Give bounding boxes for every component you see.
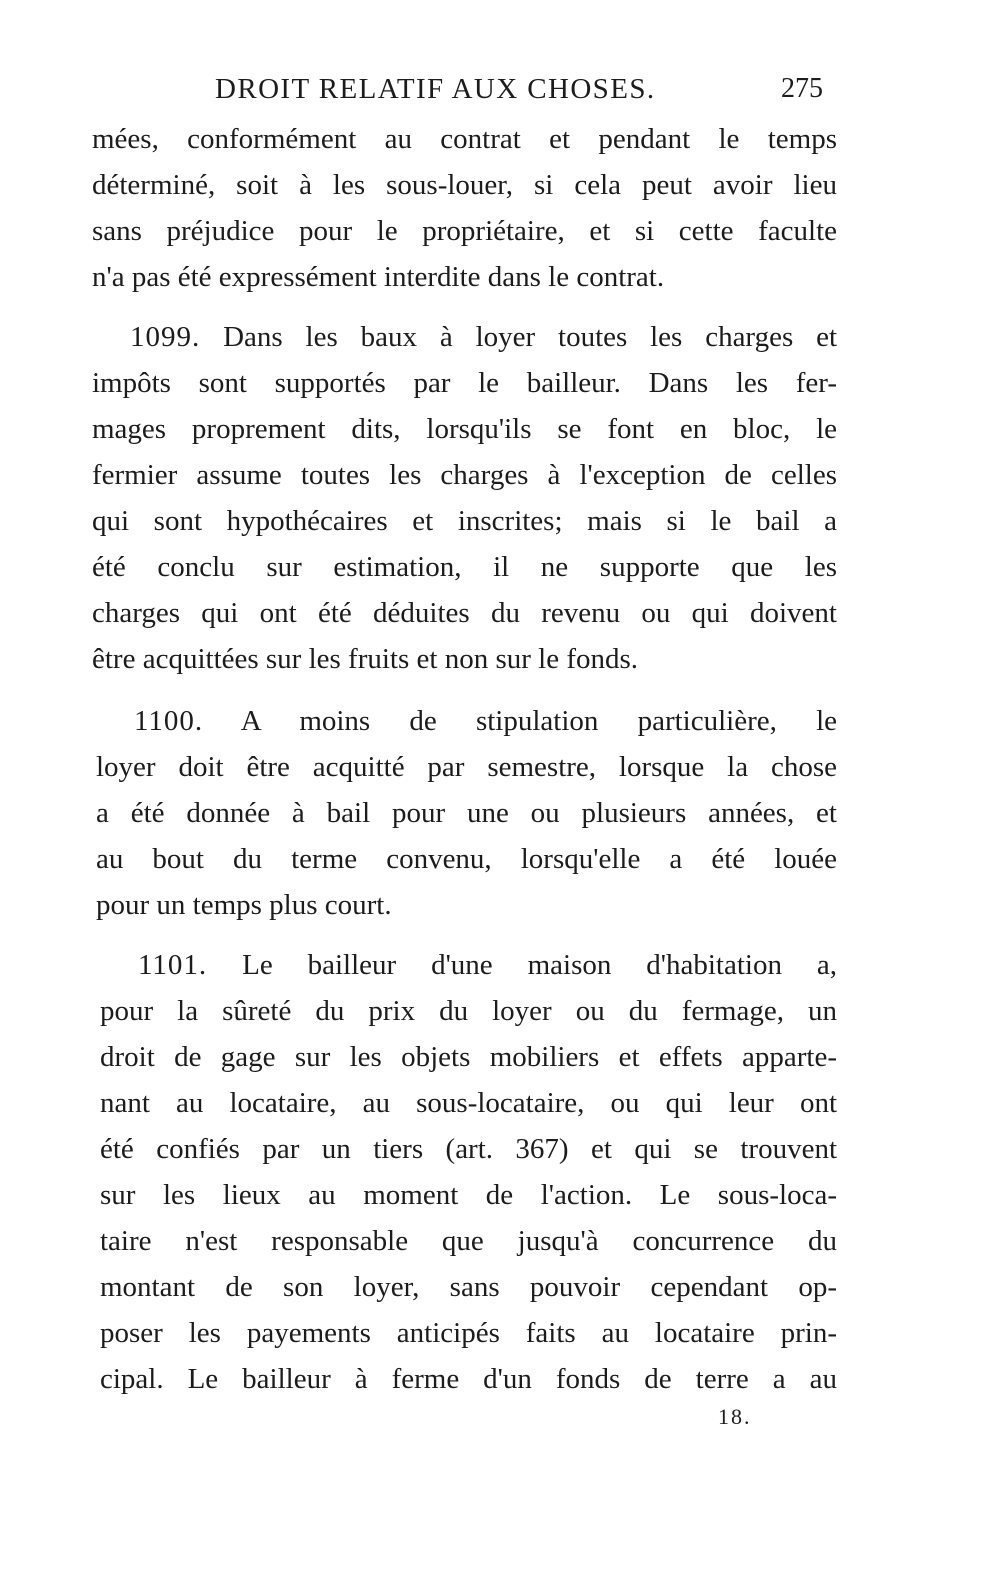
text-line: charges qui ont été déduites du revenu ou qui doivent [92,597,837,629]
signature-mark: 18. [718,1404,752,1429]
text-line: droit de gage sur les objets mobiliers et effets apparte- [100,1041,837,1073]
text-line: a été donnée à bail pour une ou plusieurs années, et [96,797,837,829]
text-line: taire n'est responsable que jusqu'à concurrence du [100,1225,837,1257]
text-line: être acquittées sur les fruits et non sur le fonds. [92,643,639,675]
article-text: Le bailleur d'une maison d'habitation a, [242,949,837,981]
text-line: impôts sont supportés par le bailleur. Dans les fer- [92,367,837,399]
text-line: n'a pas été expressément interdite dans le contrat. [92,261,665,293]
text-line: mages proprement dits, lorsqu'ils se font en bloc, le [92,413,837,445]
article-text: A moins de stipulation particulière, le [240,705,837,737]
running-title: DROIT RELATIF AUX CHOSES. [215,73,656,105]
text-line [100,942,837,988]
article-1101 [100,942,837,1402]
text-line: pour un temps plus court. [96,889,392,921]
continued-paragraph [92,116,837,300]
text-line: poser les payements anticipés faits au locataire prin- [100,1317,837,1349]
text-line: fermier assume toutes les charges à l'exception de celles [92,459,837,491]
text-line: nant au locataire, au sous-locataire, ou qui leur ont [100,1087,837,1119]
text-line: déterminé, soit à les sous-louer, si cela peut avoir lieu [92,169,837,201]
article-text: Dans les baux à loyer toutes les charges et [223,321,838,353]
text-line [92,314,837,360]
running-head [90,68,835,110]
article-1100 [96,698,837,928]
text-line: été conclu sur estimation, il ne supporte que les [92,551,837,583]
text-line: sur les lieux au moment de l'action. Le sous-loca- [100,1179,837,1211]
article-number: 1101. [138,949,208,981]
text-line: qui sont hypothécaires et inscrites; mais si le bail a [92,505,837,537]
text-line: loyer doit être acquitté par semestre, lorsque la chose [96,751,837,783]
text-line: été confiés par un tiers (art. 367) et qui se trouvent [100,1133,837,1165]
text-line: mées, conformément au contrat et pendant le temps [92,123,837,155]
article-number: 1099. [130,321,201,353]
text-line: cipal. Le bailleur à ferme d'un fonds de terre a au [100,1363,837,1395]
text-line: au bout du terme convenu, lorsqu'elle a été louée [96,843,837,875]
text-line [96,698,837,744]
article-number: 1100. [134,705,204,737]
page-number: 275 [781,73,823,104]
text-line: pour la sûreté du prix du loyer ou du fermage, un [100,995,837,1027]
text-line: montant de son loyer, sans pouvoir cependant op- [100,1271,837,1303]
article-1099 [92,314,837,682]
text-line: sans préjudice pour le propriétaire, et si cette faculte [92,215,837,247]
